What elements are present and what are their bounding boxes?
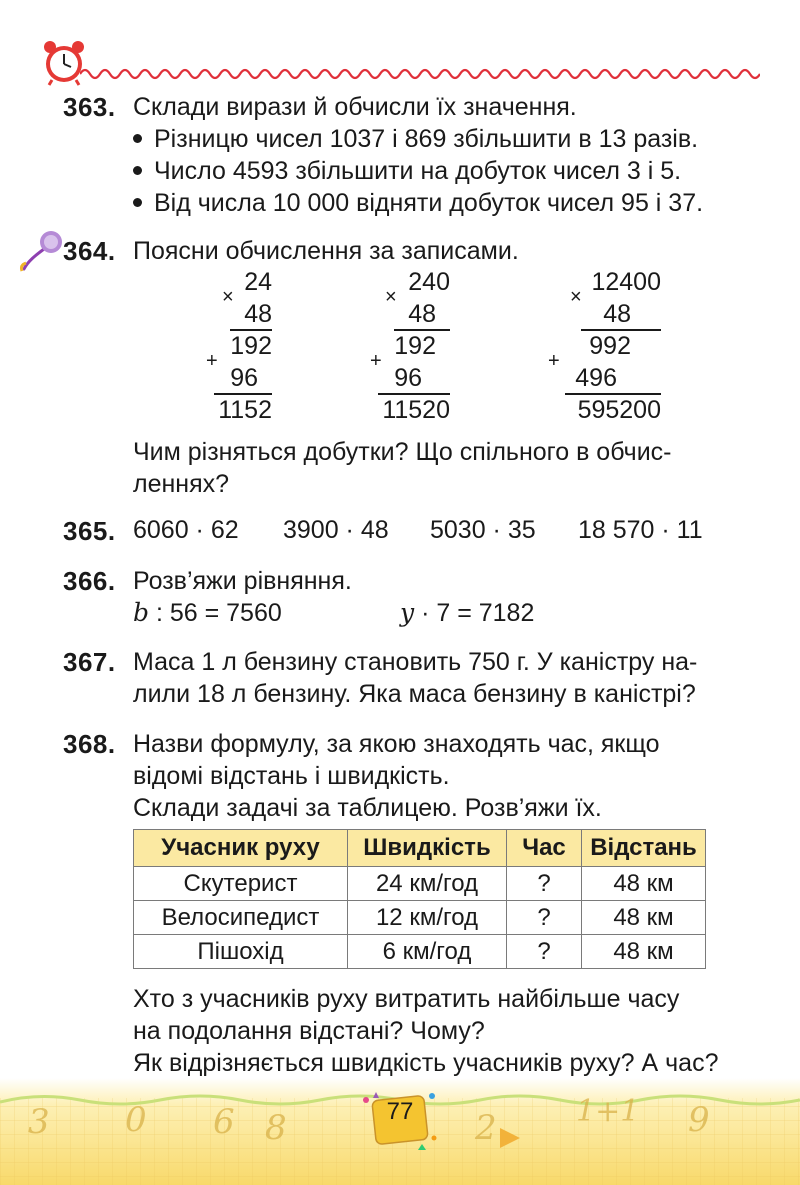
exercise-363-bullet-1 (133, 125, 698, 154)
table-cell: 6 км/год (348, 935, 507, 969)
table-row (134, 935, 706, 969)
bullet-dot (133, 198, 142, 207)
equation-variable: b (133, 598, 150, 627)
equation-2 (400, 598, 534, 628)
multiplicand: 240 (408, 268, 450, 296)
rule-line (230, 329, 272, 331)
exercise-365-number: 365. (63, 516, 116, 546)
table-row (134, 901, 706, 935)
exercise-364-number: 364. (63, 236, 116, 266)
column-header: Учасник руху (134, 830, 348, 867)
table-cell: Пішохід (134, 935, 348, 969)
column-multiplication-1 (200, 268, 272, 428)
bullet-text: Різницю чисел 1037 і 869 збільшити в 13 разів. (154, 125, 699, 153)
column-header: Швидкість (348, 830, 507, 867)
column-multiplication-3 (548, 268, 661, 428)
bullet-dot (133, 166, 142, 175)
decorative-wave-line (80, 60, 760, 84)
exercise-368-number: 368. (63, 729, 116, 759)
expression-item: 3900 · 48 (283, 516, 389, 544)
exercise-368-line-2: відомі відстань і швидкість. (133, 762, 450, 790)
multiplier: 48 (408, 300, 436, 328)
table-header-row (134, 830, 706, 867)
product: 595200 (577, 396, 661, 424)
deco-digit: 1+1 (576, 1094, 640, 1129)
partial-product-1: 192 (394, 332, 436, 360)
expression-item: 5030 · 35 (430, 516, 536, 544)
expression-item: 6060 · 62 (133, 516, 239, 544)
table-cell: 48 км (582, 867, 706, 901)
exercise-363-title: Склади вирази й обчисли їх значення. (133, 93, 577, 121)
multiplier: 48 (603, 300, 631, 328)
rule-line (378, 393, 450, 395)
exercise-368-question-1: Хто з учасників руху витратить найбільше часу (133, 985, 680, 1013)
equation-text: : 56 = 7560 (149, 599, 282, 627)
times-sign: × (385, 286, 397, 308)
table-cell: 48 км (582, 935, 706, 969)
product: 1152 (218, 396, 272, 424)
column-multiplication-2 (370, 268, 450, 428)
exercise-368-line-1: Назви формулу, за якою знаходять час, якщо (133, 730, 660, 758)
table-cell: 12 км/год (348, 901, 507, 935)
column-header: Час (507, 830, 582, 867)
bullet-text: Число 4593 збільшити на добуток чисел 3 і 5. (154, 157, 682, 185)
rule-line (565, 393, 661, 395)
plus-sign: + (370, 350, 382, 372)
exercise-366-title: Розв’яжи рівняння. (133, 567, 352, 595)
exercise-365-items (133, 516, 703, 545)
table-cell: Велосипедист (134, 901, 348, 935)
partial-product-1: 192 (230, 332, 272, 360)
multiplicand: 12400 (591, 268, 661, 296)
page-number: 77 (386, 1098, 414, 1125)
exercise-367-line-1: Маса 1 л бензину становить 750 г. У каністру на- (133, 648, 698, 676)
deco-digit: 0 (125, 1100, 147, 1140)
exercise-364-question-line-2: леннях? (133, 470, 230, 498)
partial-product-2: 96 (394, 364, 422, 392)
expression-item: 18 570 · 11 (578, 516, 703, 544)
times-sign: × (222, 286, 234, 308)
times-sign: × (570, 286, 582, 308)
table-cell: ? (507, 901, 582, 935)
exercise-364-question-line-1: Чим різняться добутки? Що спільного в обчис- (133, 438, 672, 466)
table-cell: 24 км/год (348, 867, 507, 901)
equation-variable: y (400, 598, 415, 627)
partial-product-1: 992 (589, 332, 631, 360)
column-header: Відстань (582, 830, 706, 867)
rule-line (581, 329, 661, 331)
exercise-363-bullet-3 (133, 189, 703, 218)
exercise-368-question-3: Як відрізняється швидкість учасників руху? А час? (133, 1049, 719, 1077)
plus-sign: + (206, 350, 218, 372)
exercise-367-number: 367. (63, 647, 116, 677)
exercise-368-question-2: на подолання відстані? Чому? (133, 1017, 485, 1045)
microphone-icon (18, 225, 66, 275)
deco-digit: 8 (265, 1108, 287, 1148)
exercise-368-line-3: Склади задачі за таблицею. Розв’яжи їх. (133, 794, 602, 822)
exercise-363-bullet-2 (133, 157, 681, 186)
table-cell: ? (507, 935, 582, 969)
plus-sign: + (548, 350, 560, 372)
exercise-364-title: Поясни обчислення за записами. (133, 237, 519, 265)
bullet-dot (133, 134, 142, 143)
equation-text: · 7 = 7182 (414, 599, 535, 627)
partial-product-2: 96 (230, 364, 258, 392)
motion-table (133, 829, 706, 969)
exercise-366-number: 366. (63, 566, 116, 596)
deco-digit: 9 (688, 1100, 710, 1140)
equation-1 (133, 598, 282, 628)
table-cell: ? (507, 867, 582, 901)
exercise-363-number: 363. (63, 92, 116, 122)
table-cell: 48 км (582, 901, 706, 935)
exercise-367-line-2: лили 18 л бензину. Яка маса бензину в каністрі? (133, 680, 696, 708)
table-cell: Скутерист (134, 867, 348, 901)
table-row (134, 867, 706, 901)
partial-product-2: 496 (575, 364, 617, 392)
deco-digit: 3 (28, 1102, 50, 1142)
product: 11520 (382, 396, 450, 424)
rule-line (214, 393, 272, 395)
bullet-text: Від числа 10 000 відняти добуток чисел 95 і 37. (154, 189, 704, 217)
deco-digit: 2 (475, 1108, 497, 1148)
multiplier: 48 (244, 300, 272, 328)
deco-digit: 6 (213, 1102, 235, 1142)
multiplicand: 24 (244, 268, 272, 296)
rule-line (394, 329, 450, 331)
